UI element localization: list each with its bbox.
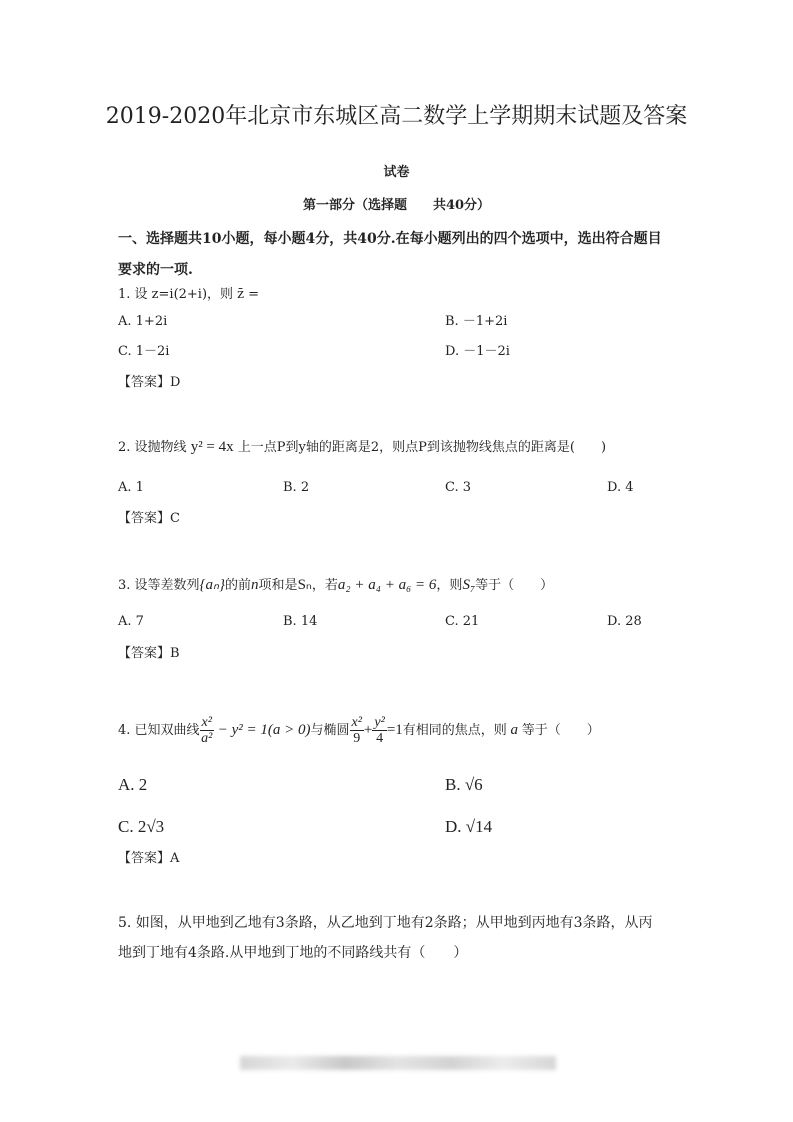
option: A. 7	[118, 614, 144, 629]
stem-text: 有相同的焦点，则	[402, 723, 507, 738]
stem-text: 4. 已知双曲线	[118, 723, 200, 738]
option: A. 1+2i	[118, 314, 168, 329]
question-5-stem: 5. 如图，从甲地到乙地有3条路，从乙地到丁地有2条路；从甲地到丙地有3条路，从丙	[118, 915, 653, 931]
option: B. 2	[283, 480, 310, 495]
math-expr: S₇	[462, 577, 476, 593]
option: C. 1－2i	[118, 344, 170, 359]
subtitle: 试卷	[383, 165, 410, 180]
stem-text: 上一点P到y轴的距离是2，则点P到该抛物线焦点的距离是( )	[237, 440, 607, 455]
option: B. －1+2i	[445, 314, 508, 329]
math-expr: − y² = 1(a > 0)	[213, 722, 311, 738]
question-2-stem	[118, 440, 606, 455]
math-expr: n	[251, 577, 259, 593]
stem-text: ，则	[436, 578, 463, 593]
answer: 【答案】B	[118, 646, 180, 661]
math-fraction: $\frac{\text{x²}}{\text{a²}}$	[201, 714, 213, 746]
option: C. 2√3	[118, 817, 165, 836]
option: A. 1	[118, 480, 144, 495]
option: C. 3	[445, 480, 472, 495]
part-heading: 第一部分（选择题 共40分）	[302, 198, 491, 213]
document-title: 2019-2020年北京市东城区高二数学上学期期末试题及答案	[105, 104, 688, 129]
option: D. 28	[607, 614, 642, 629]
blurred-footer	[240, 1056, 556, 1070]
instructions-line: 要求的一项.	[118, 262, 193, 278]
math-expr: y² = 4x	[190, 439, 234, 455]
question-5-stem: 地到丁地有4条路.从甲地到丁地的不同路线共有（ ）	[118, 945, 468, 961]
answer: 【答案】A	[118, 851, 180, 866]
math-expr: a₂ + a₄ + a₆ = 6	[337, 577, 437, 593]
option: B. 14	[283, 614, 318, 629]
question-1-stem: 1. 设 z=i(2+i)，则 z̄ =	[118, 287, 260, 302]
answer: 【答案】C	[118, 511, 180, 526]
math-expr: {aₙ}	[199, 577, 226, 593]
option: B. √6	[445, 775, 483, 794]
stem-text: 项和是	[258, 578, 298, 593]
instructions-line: 一、选择题共10小题，每小题4分，共40分.在每小题列出的四个选项中，选出符合题目	[118, 231, 662, 247]
option: D. －1－2i	[445, 344, 510, 359]
math-fraction: $\frac{\text{x²}}{9}$	[351, 714, 362, 746]
stem-text: 与椭圆	[310, 723, 350, 738]
stem-text: 等于（ ）	[521, 723, 600, 738]
stem-text: 2. 设抛物线	[118, 440, 187, 455]
option: D. 4	[607, 480, 634, 495]
question-3-stem	[118, 578, 553, 593]
math-expr: Sₙ	[297, 577, 312, 593]
stem-text: ，若	[311, 578, 338, 593]
option: A. 2	[118, 775, 148, 794]
answer: 【答案】D	[118, 375, 181, 390]
option: D. √14	[445, 817, 493, 836]
stem-text: 等于（ ）	[475, 578, 554, 593]
math-fraction: $\frac{\text{y²}}{4}$	[374, 714, 385, 746]
question-4-stem: 4. 已知双曲线 $\frac{\text{x²}}{\text{a²}}$ − y² = 1(a > 0)与椭圆 $\frac{\text{x²}}{9}$ + $\frac{\text{y²}}{4}$ =1有相同的焦点，则 a 等于（ ）	[118, 714, 600, 746]
stem-text: 3. 设等差数列	[118, 578, 200, 593]
stem-text: 的前	[225, 578, 252, 593]
option: C. 21	[445, 614, 480, 629]
